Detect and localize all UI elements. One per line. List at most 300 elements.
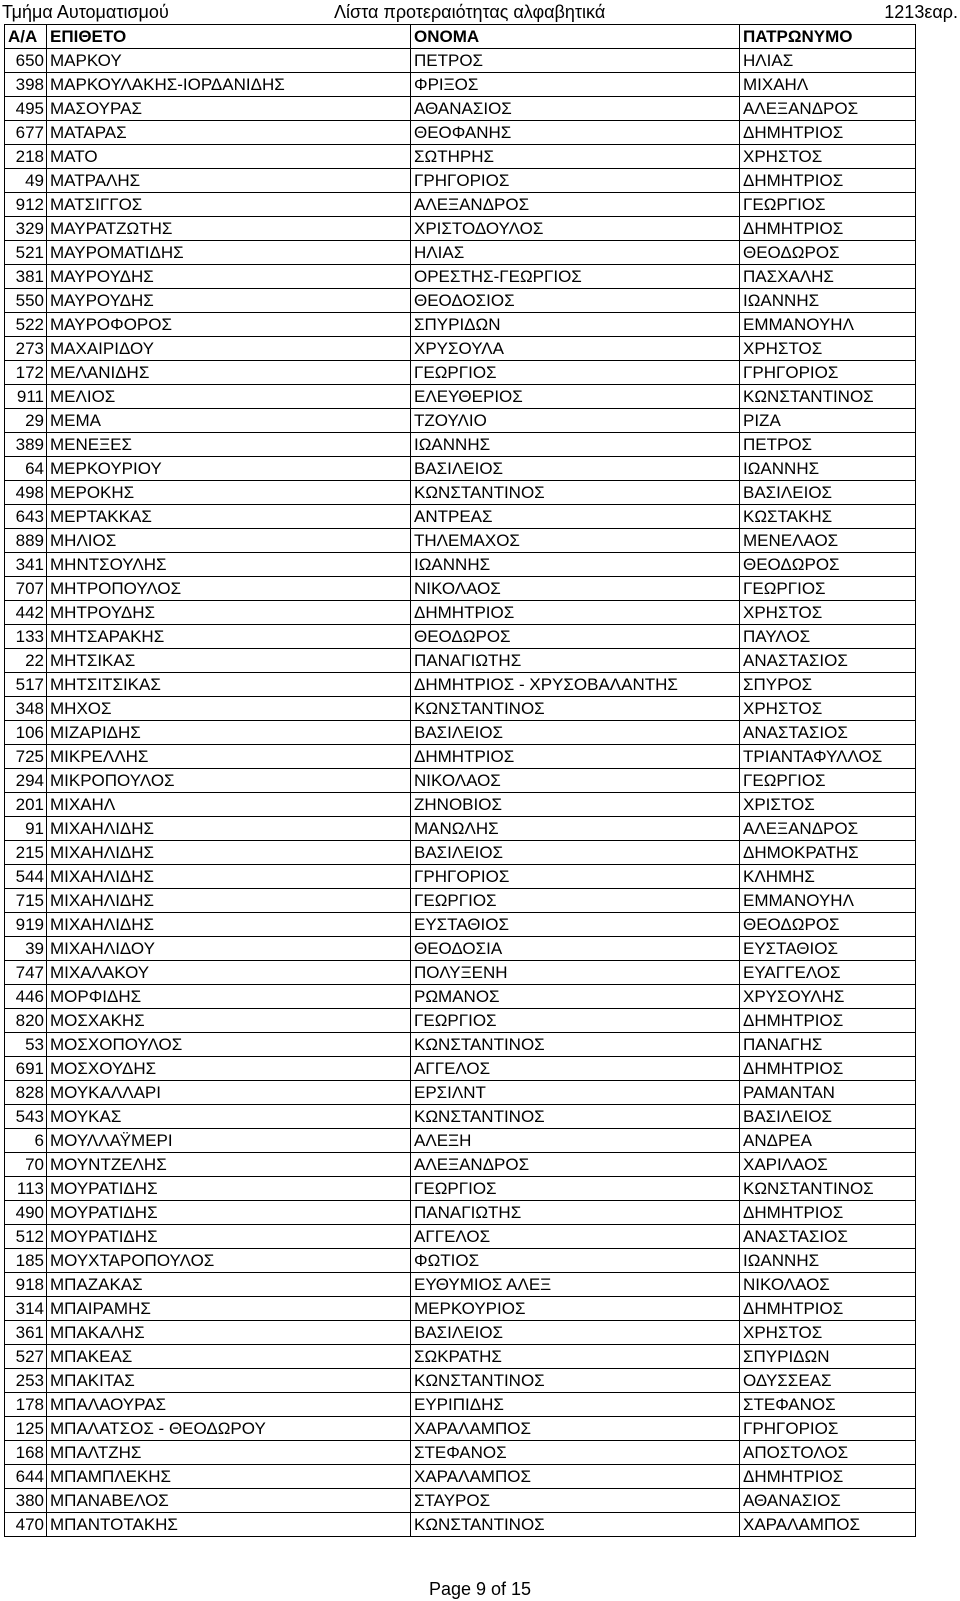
- table-row: [5, 1033, 916, 1057]
- surname-cell: ΜΑΥΡΟΥΔΗΣ: [47, 289, 411, 313]
- surname-cell: ΜΙΧΑΛΑΚΟΥ: [47, 961, 411, 985]
- surname-cell: ΜΟΥΧΤΑΡΟΠΟΥΛΟΣ: [47, 1249, 411, 1273]
- first-name-cell: ΚΩΝΣΤΑΝΤΙΝΟΣ: [411, 1513, 740, 1537]
- table-row: [5, 121, 916, 145]
- row-number: 125: [5, 1417, 47, 1441]
- surname-cell: ΜΙΧΑΗΛ: [47, 793, 411, 817]
- first-name-cell: ΣΩΤΗΡΗΣ: [411, 145, 740, 169]
- father-name-cell: ΧΑΡΑΛΑΜΠΟΣ: [740, 1513, 916, 1537]
- surname-cell: ΜΠΑΝΑΒΕΛΟΣ: [47, 1489, 411, 1513]
- row-number: 725: [5, 745, 47, 769]
- first-name-cell: ΔΗΜΗΤΡΙΟΣ: [411, 601, 740, 625]
- table-row: [5, 649, 916, 673]
- table-row: [5, 49, 916, 73]
- surname-cell: ΜΑΥΡΑΤΖΩΤΗΣ: [47, 217, 411, 241]
- surname-cell: ΜΟΥΝΤΖΕΛΗΣ: [47, 1153, 411, 1177]
- father-name-cell: ΧΡΗΣΤΟΣ: [740, 697, 916, 721]
- surname-cell: ΜΙΧΑΗΛΙΔΗΣ: [47, 913, 411, 937]
- row-number: 113: [5, 1177, 47, 1201]
- father-name-cell: ΕΜΜΑΝΟΥΗΛ: [740, 313, 916, 337]
- table-header-row: [5, 25, 916, 49]
- row-number: 691: [5, 1057, 47, 1081]
- column-header-aa: Α/Α: [5, 25, 47, 49]
- father-name-cell: ΧΡΙΣΤΟΣ: [740, 793, 916, 817]
- father-name-cell: ΑΝΑΣΤΑΣΙΟΣ: [740, 649, 916, 673]
- table-row: [5, 409, 916, 433]
- first-name-cell: ΤΗΛΕΜΑΧΟΣ: [411, 529, 740, 553]
- row-number: 64: [5, 457, 47, 481]
- surname-cell: ΜΕΜΑ: [47, 409, 411, 433]
- surname-cell: ΜΕΡΟΚΗΣ: [47, 481, 411, 505]
- first-name-cell: ΔΗΜΗΤΡΙΟΣ: [411, 745, 740, 769]
- row-number: 53: [5, 1033, 47, 1057]
- father-name-cell: ΔΗΜΗΤΡΙΟΣ: [740, 169, 916, 193]
- father-name-cell: ΓΡΗΓΟΡΙΟΣ: [740, 1417, 916, 1441]
- father-name-cell: ΔΗΜΗΤΡΙΟΣ: [740, 1009, 916, 1033]
- surname-cell: ΜΗΤΣΙΚΑΣ: [47, 649, 411, 673]
- table-row: [5, 985, 916, 1009]
- row-number: 911: [5, 385, 47, 409]
- first-name-cell: ΘΕΟΔΩΡΟΣ: [411, 625, 740, 649]
- father-name-cell: ΡΙΖΑ: [740, 409, 916, 433]
- surname-cell: ΜΗΤΡΟΥΔΗΣ: [47, 601, 411, 625]
- father-name-cell: ΑΝΔΡΕΑ: [740, 1129, 916, 1153]
- father-name-cell: ΑΛΕΞΑΝΔΡΟΣ: [740, 97, 916, 121]
- father-name-cell: ΔΗΜΗΤΡΙΟΣ: [740, 1201, 916, 1225]
- row-number: 543: [5, 1105, 47, 1129]
- first-name-cell: ΚΩΝΣΤΑΝΤΙΝΟΣ: [411, 481, 740, 505]
- father-name-cell: ΑΛΕΞΑΝΔΡΟΣ: [740, 817, 916, 841]
- row-number: 820: [5, 1009, 47, 1033]
- father-name-cell: ΔΗΜΗΤΡΙΟΣ: [740, 121, 916, 145]
- table-row: [5, 1225, 916, 1249]
- list-title: Λίστα προτεραιότητας αλφαβητικά: [334, 2, 606, 22]
- row-number: 828: [5, 1081, 47, 1105]
- table-row: [5, 217, 916, 241]
- row-number: 643: [5, 505, 47, 529]
- first-name-cell: ΚΩΝΣΤΑΝΤΙΝΟΣ: [411, 1033, 740, 1057]
- surname-cell: ΜΕΛΑΝΙΔΗΣ: [47, 361, 411, 385]
- first-name-cell: ΒΑΣΙΛΕΙΟΣ: [411, 841, 740, 865]
- first-name-cell: ΑΘΑΝΑΣΙΟΣ: [411, 97, 740, 121]
- father-name-cell: ΒΑΣΙΛΕΙΟΣ: [740, 481, 916, 505]
- row-number: 133: [5, 625, 47, 649]
- row-number: 329: [5, 217, 47, 241]
- first-name-cell: ΠΟΛΥΞΕΝΗ: [411, 961, 740, 985]
- father-name-cell: ΓΡΗΓΟΡΙΟΣ: [740, 361, 916, 385]
- first-name-cell: ΣΩΚΡΑΤΗΣ: [411, 1345, 740, 1369]
- father-name-cell: ΚΩΝΣΤΑΝΤΙΝΟΣ: [740, 385, 916, 409]
- row-number: 498: [5, 481, 47, 505]
- father-name-cell: ΙΩΑΝΝΗΣ: [740, 1249, 916, 1273]
- surname-cell: ΜΕΡΤΑΚΚΑΣ: [47, 505, 411, 529]
- table-row: [5, 1081, 916, 1105]
- surname-cell: ΜΙΖΑΡΙΔΗΣ: [47, 721, 411, 745]
- table-row: [5, 1441, 916, 1465]
- column-header-surname: ΕΠΙΘΕΤΟ: [47, 25, 411, 49]
- first-name-cell: ΟΡΕΣΤΗΣ-ΓΕΩΡΓΙΟΣ: [411, 265, 740, 289]
- first-name-cell: ΕΡΣΙΛΝΤ: [411, 1081, 740, 1105]
- first-name-cell: ΧΑΡΑΛΑΜΠΟΣ: [411, 1465, 740, 1489]
- table-row: [5, 841, 916, 865]
- first-name-cell: ΜΕΡΚΟΥΡΙΟΣ: [411, 1297, 740, 1321]
- surname-cell: ΜΟΣΧΟΠΟΥΛΟΣ: [47, 1033, 411, 1057]
- father-name-cell: ΒΑΣΙΛΕΙΟΣ: [740, 1105, 916, 1129]
- table-row: [5, 1201, 916, 1225]
- surname-cell: ΜΟΥΡΑΤΙΔΗΣ: [47, 1201, 411, 1225]
- row-number: 273: [5, 337, 47, 361]
- row-number: 178: [5, 1393, 47, 1417]
- table-row: [5, 457, 916, 481]
- row-number: 707: [5, 577, 47, 601]
- father-name-cell: ΓΕΩΡΓΙΟΣ: [740, 193, 916, 217]
- table-row: [5, 97, 916, 121]
- surname-cell: ΜΟΡΦΙΔΗΣ: [47, 985, 411, 1009]
- first-name-cell: ΠΕΤΡΟΣ: [411, 49, 740, 73]
- table-row: [5, 1345, 916, 1369]
- surname-cell: ΜΑΡΚΟΥ: [47, 49, 411, 73]
- father-name-cell: ΚΛΗΜΗΣ: [740, 865, 916, 889]
- father-name-cell: ΧΡΗΣΤΟΣ: [740, 1321, 916, 1345]
- first-name-cell: ΘΕΟΔΟΣΙΟΣ: [411, 289, 740, 313]
- surname-cell: ΜΗΤΡΟΠΟΥΛΟΣ: [47, 577, 411, 601]
- semester-label: 1213εαρ.: [884, 2, 958, 22]
- row-number: 527: [5, 1345, 47, 1369]
- surname-cell: ΜΙΧΑΗΛΙΔΟΥ: [47, 937, 411, 961]
- surname-cell: ΜΙΚΡΟΠΟΥΛΟΣ: [47, 769, 411, 793]
- surname-cell: ΜΙΚΡΕΛΛΗΣ: [47, 745, 411, 769]
- row-number: 677: [5, 121, 47, 145]
- table-row: [5, 1321, 916, 1345]
- first-name-cell: ΕΛΕΥΘΕΡΙΟΣ: [411, 385, 740, 409]
- row-number: 29: [5, 409, 47, 433]
- first-name-cell: ΠΑΝΑΓΙΩΤΗΣ: [411, 1201, 740, 1225]
- father-name-cell: ΔΗΜΗΤΡΙΟΣ: [740, 217, 916, 241]
- row-number: 168: [5, 1441, 47, 1465]
- table-row: [5, 721, 916, 745]
- row-number: 39: [5, 937, 47, 961]
- surname-cell: ΜΠΑΚΕΑΣ: [47, 1345, 411, 1369]
- surname-cell: ΜΕΝΕΞΕΣ: [47, 433, 411, 457]
- surname-cell: ΜΠΑΝΤΟΤΑΚΗΣ: [47, 1513, 411, 1537]
- father-name-cell: ΕΥΑΓΓΕΛΟΣ: [740, 961, 916, 985]
- column-header-name: ΟΝΟΜΑ: [411, 25, 740, 49]
- surname-cell: ΜΙΧΑΗΛΙΔΗΣ: [47, 865, 411, 889]
- first-name-cell: ΒΑΣΙΛΕΙΟΣ: [411, 457, 740, 481]
- table-row: [5, 961, 916, 985]
- table-row: [5, 793, 916, 817]
- surname-cell: ΜΗΤΣΙΤΣΙΚΑΣ: [47, 673, 411, 697]
- surname-cell: ΜΟΥΚΑΛΛΑΡΙ: [47, 1081, 411, 1105]
- row-number: 6: [5, 1129, 47, 1153]
- first-name-cell: ΘΕΟΔΟΣΙΑ: [411, 937, 740, 961]
- father-name-cell: ΕΥΣΤΑΘΙΟΣ: [740, 937, 916, 961]
- surname-cell: ΜΟΥΛΛΑΫΜΕΡΙ: [47, 1129, 411, 1153]
- father-name-cell: ΧΡΗΣΤΟΣ: [740, 601, 916, 625]
- table-row: [5, 889, 916, 913]
- father-name-cell: ΑΘΑΝΑΣΙΟΣ: [740, 1489, 916, 1513]
- first-name-cell: ΝΙΚΟΛΑΟΣ: [411, 769, 740, 793]
- surname-cell: ΜΠΑΖΑΚΑΣ: [47, 1273, 411, 1297]
- first-name-cell: ΑΛΕΞΗ: [411, 1129, 740, 1153]
- first-name-cell: ΣΤΕΦΑΝΟΣ: [411, 1441, 740, 1465]
- first-name-cell: ΓΕΩΡΓΙΟΣ: [411, 1177, 740, 1201]
- row-number: 490: [5, 1201, 47, 1225]
- first-name-cell: ΓΕΩΡΓΙΟΣ: [411, 361, 740, 385]
- surname-cell: ΜΑΧΑΙΡΙΔΟΥ: [47, 337, 411, 361]
- row-number: 380: [5, 1489, 47, 1513]
- surname-cell: ΜΠΑΛΑΤΣΟΣ - ΘΕΟΔΩΡΟΥ: [47, 1417, 411, 1441]
- surname-cell: ΜΗΝΤΣΟΥΛΗΣ: [47, 553, 411, 577]
- row-number: 348: [5, 697, 47, 721]
- table-row: [5, 241, 916, 265]
- first-name-cell: ΧΑΡΑΛΑΜΠΟΣ: [411, 1417, 740, 1441]
- row-number: 495: [5, 97, 47, 121]
- row-number: 919: [5, 913, 47, 937]
- first-name-cell: ΓΡΗΓΟΡΙΟΣ: [411, 865, 740, 889]
- department-label: Τμήμα Αυτοματισμού: [2, 2, 169, 22]
- row-number: 650: [5, 49, 47, 73]
- table-row: [5, 1465, 916, 1489]
- first-name-cell: ΗΛΙΑΣ: [411, 241, 740, 265]
- first-name-cell: ΕΥΘΥΜΙΟΣ ΑΛΕΞ: [411, 1273, 740, 1297]
- father-name-cell: ΘΕΟΔΩΡΟΣ: [740, 913, 916, 937]
- row-number: 22: [5, 649, 47, 673]
- father-name-cell: ΧΡΗΣΤΟΣ: [740, 337, 916, 361]
- table-row: [5, 1105, 916, 1129]
- table-row: [5, 1489, 916, 1513]
- table-row: [5, 937, 916, 961]
- row-number: 550: [5, 289, 47, 313]
- row-number: 747: [5, 961, 47, 985]
- table-row: [5, 1417, 916, 1441]
- father-name-cell: ΓΕΩΡΓΙΟΣ: [740, 769, 916, 793]
- first-name-cell: ΧΡΥΣΟΥΛΑ: [411, 337, 740, 361]
- surname-cell: ΜΗΤΣΑΡΑΚΗΣ: [47, 625, 411, 649]
- surname-cell: ΜΟΥΚΑΣ: [47, 1105, 411, 1129]
- surname-cell: ΜΑΡΚΟΥΛΑΚΗΣ-ΙΟΡΔΑΝΙΔΗΣ: [47, 73, 411, 97]
- father-name-cell: ΚΩΣΤΑΚΗΣ: [740, 505, 916, 529]
- row-number: 341: [5, 553, 47, 577]
- row-number: 517: [5, 673, 47, 697]
- father-name-cell: ΚΩΝΣΤΑΝΤΙΝΟΣ: [740, 1177, 916, 1201]
- row-number: 389: [5, 433, 47, 457]
- father-name-cell: ΧΡΗΣΤΟΣ: [740, 145, 916, 169]
- row-number: 381: [5, 265, 47, 289]
- table-row: [5, 577, 916, 601]
- table-row: [5, 1057, 916, 1081]
- father-name-cell: ΡΑΜΑΝΤΑΝ: [740, 1081, 916, 1105]
- father-name-cell: ΝΙΚΟΛΑΟΣ: [740, 1273, 916, 1297]
- first-name-cell: ΣΤΑΥΡΟΣ: [411, 1489, 740, 1513]
- table-row: [5, 337, 916, 361]
- surname-cell: ΜΑΤΑΡΑΣ: [47, 121, 411, 145]
- father-name-cell: ΜΙΧΑΗΛ: [740, 73, 916, 97]
- surname-cell: ΜΠΑΛΑΟΥΡΑΣ: [47, 1393, 411, 1417]
- row-number: 218: [5, 145, 47, 169]
- father-name-cell: ΠΑΣΧΑΛΗΣ: [740, 265, 916, 289]
- table-row: [5, 601, 916, 625]
- father-name-cell: ΔΗΜΗΤΡΙΟΣ: [740, 1465, 916, 1489]
- first-name-cell: ΤΖΟΥΛΙΟ: [411, 409, 740, 433]
- first-name-cell: ΕΥΡΙΠΙΔΗΣ: [411, 1393, 740, 1417]
- father-name-cell: ΧΑΡΙΛΑΟΣ: [740, 1153, 916, 1177]
- father-name-cell: ΙΩΑΝΝΗΣ: [740, 289, 916, 313]
- father-name-cell: ΗΛΙΑΣ: [740, 49, 916, 73]
- table-row: [5, 1369, 916, 1393]
- table-row: [5, 553, 916, 577]
- surname-cell: ΜΠΑΛΤΖΗΣ: [47, 1441, 411, 1465]
- table-row: [5, 913, 916, 937]
- father-name-cell: ΠΑΝΑΓΗΣ: [740, 1033, 916, 1057]
- first-name-cell: ΣΠΥΡΙΔΩΝ: [411, 313, 740, 337]
- table-row: [5, 625, 916, 649]
- first-name-cell: ΒΑΣΙΛΕΙΟΣ: [411, 721, 740, 745]
- surname-cell: ΜΑΤΣΙΓΓΟΣ: [47, 193, 411, 217]
- first-name-cell: ΧΡΙΣΤΟΔΟΥΛΟΣ: [411, 217, 740, 241]
- surname-cell: ΜΟΥΡΑΤΙΔΗΣ: [47, 1177, 411, 1201]
- father-name-cell: ΔΗΜΗΤΡΙΟΣ: [740, 1297, 916, 1321]
- table-row: [5, 1009, 916, 1033]
- row-number: 644: [5, 1465, 47, 1489]
- first-name-cell: ΑΝΤΡΕΑΣ: [411, 505, 740, 529]
- row-number: 918: [5, 1273, 47, 1297]
- table-row: [5, 313, 916, 337]
- row-number: 522: [5, 313, 47, 337]
- surname-cell: ΜΑΥΡΟΜΑΤΙΔΗΣ: [47, 241, 411, 265]
- table-row: [5, 145, 916, 169]
- first-name-cell: ΑΛΕΞΑΝΔΡΟΣ: [411, 193, 740, 217]
- surname-cell: ΜΠΑΚΑΛΗΣ: [47, 1321, 411, 1345]
- row-number: 91: [5, 817, 47, 841]
- row-number: 185: [5, 1249, 47, 1273]
- father-name-cell: ΣΤΕΦΑΝΟΣ: [740, 1393, 916, 1417]
- first-name-cell: ΚΩΝΣΤΑΝΤΙΝΟΣ: [411, 697, 740, 721]
- table-row: [5, 1177, 916, 1201]
- row-number: 314: [5, 1297, 47, 1321]
- surname-cell: ΜΠΑΜΠΛΕΚΗΣ: [47, 1465, 411, 1489]
- father-name-cell: ΣΠΥΡΙΔΩΝ: [740, 1345, 916, 1369]
- first-name-cell: ΠΑΝΑΓΙΩΤΗΣ: [411, 649, 740, 673]
- surname-cell: ΜΑΤΡΑΛΗΣ: [47, 169, 411, 193]
- row-number: 253: [5, 1369, 47, 1393]
- first-name-cell: ΦΩΤΙΟΣ: [411, 1249, 740, 1273]
- table-row: [5, 481, 916, 505]
- table-row: [5, 673, 916, 697]
- surname-cell: ΜΟΣΧΑΚΗΣ: [47, 1009, 411, 1033]
- surname-cell: ΜΠΑΙΡΑΜΗΣ: [47, 1297, 411, 1321]
- row-number: 201: [5, 793, 47, 817]
- row-number: 544: [5, 865, 47, 889]
- father-name-cell: ΔΗΜΗΤΡΙΟΣ: [740, 1057, 916, 1081]
- table-row: [5, 529, 916, 553]
- father-name-cell: ΜΕΝΕΛΑΟΣ: [740, 529, 916, 553]
- first-name-cell: ΘΕΟΦΑΝΗΣ: [411, 121, 740, 145]
- row-number: 172: [5, 361, 47, 385]
- father-name-cell: ΘΕΟΔΩΡΟΣ: [740, 241, 916, 265]
- surname-cell: ΜΑΥΡΟΦΟΡΟΣ: [47, 313, 411, 337]
- table-row: [5, 193, 916, 217]
- row-number: 715: [5, 889, 47, 913]
- row-number: 106: [5, 721, 47, 745]
- first-name-cell: ΕΥΣΤΑΘΙΟΣ: [411, 913, 740, 937]
- father-name-cell: ΑΝΑΣΤΑΣΙΟΣ: [740, 721, 916, 745]
- first-name-cell: ΝΙΚΟΛΑΟΣ: [411, 577, 740, 601]
- first-name-cell: ΡΩΜΑΝΟΣ: [411, 985, 740, 1009]
- table-row: [5, 769, 916, 793]
- table-row: [5, 385, 916, 409]
- row-number: 912: [5, 193, 47, 217]
- surname-cell: ΜΠΑΚΙΤΑΣ: [47, 1369, 411, 1393]
- table-row: [5, 1273, 916, 1297]
- row-number: 361: [5, 1321, 47, 1345]
- page-header: [0, 0, 960, 24]
- table-row: [5, 817, 916, 841]
- table-row: [5, 433, 916, 457]
- column-header-father-name: ΠΑΤΡΩΝΥΜΟ: [740, 25, 916, 49]
- surname-cell: ΜΙΧΑΗΛΙΔΗΣ: [47, 841, 411, 865]
- surname-cell: ΜΗΧΟΣ: [47, 697, 411, 721]
- surname-cell: ΜΙΧΑΗΛΙΔΗΣ: [47, 817, 411, 841]
- father-name-cell: ΠΑΥΛΟΣ: [740, 625, 916, 649]
- first-name-cell: ΚΩΝΣΤΑΝΤΙΝΟΣ: [411, 1105, 740, 1129]
- row-number: 215: [5, 841, 47, 865]
- row-number: 442: [5, 601, 47, 625]
- surname-cell: ΜΑΥΡΟΥΔΗΣ: [47, 265, 411, 289]
- first-name-cell: ΙΩΑΝΝΗΣ: [411, 553, 740, 577]
- row-number: 294: [5, 769, 47, 793]
- table-row: [5, 1513, 916, 1537]
- table-body: [5, 49, 916, 1537]
- father-name-cell: ΠΕΤΡΟΣ: [740, 433, 916, 457]
- table-row: [5, 1249, 916, 1273]
- table-row: [5, 745, 916, 769]
- first-name-cell: ΑΓΓΕΛΟΣ: [411, 1057, 740, 1081]
- row-number: 470: [5, 1513, 47, 1537]
- table-row: [5, 505, 916, 529]
- table-row: [5, 169, 916, 193]
- surname-cell: ΜΕΛΙΟΣ: [47, 385, 411, 409]
- father-name-cell: ΕΜΜΑΝΟΥΗΛ: [740, 889, 916, 913]
- row-number: 521: [5, 241, 47, 265]
- surname-cell: ΜΑΣΟΥΡΑΣ: [47, 97, 411, 121]
- row-number: 70: [5, 1153, 47, 1177]
- table-row: [5, 289, 916, 313]
- table-row: [5, 265, 916, 289]
- row-number: 512: [5, 1225, 47, 1249]
- table-row: [5, 73, 916, 97]
- surname-cell: ΜΟΥΡΑΤΙΔΗΣ: [47, 1225, 411, 1249]
- father-name-cell: ΓΕΩΡΓΙΟΣ: [740, 577, 916, 601]
- table-row: [5, 865, 916, 889]
- father-name-cell: ΔΗΜΟΚΡΑΤΗΣ: [740, 841, 916, 865]
- row-number: 398: [5, 73, 47, 97]
- surname-cell: ΜΑΤΟ: [47, 145, 411, 169]
- row-number: 889: [5, 529, 47, 553]
- table-row: [5, 1129, 916, 1153]
- row-number: 49: [5, 169, 47, 193]
- father-name-cell: ΣΠΥΡΟΣ: [740, 673, 916, 697]
- first-name-cell: ΦΡΙΞΟΣ: [411, 73, 740, 97]
- father-name-cell: ΙΩΑΝΝΗΣ: [740, 457, 916, 481]
- first-name-cell: ΔΗΜΗΤΡΙΟΣ - ΧΡΥΣΟΒΑΛΑΝΤΗΣ: [411, 673, 740, 697]
- priority-list-table: [4, 24, 916, 1537]
- father-name-cell: ΤΡΙΑΝΤΑΦΥΛΛΟΣ: [740, 745, 916, 769]
- page-number: Page 9 of 15: [428, 1579, 532, 1599]
- first-name-cell: ΜΑΝΩΛΗΣ: [411, 817, 740, 841]
- first-name-cell: ΖΗΝΟΒΙΟΣ: [411, 793, 740, 817]
- father-name-cell: ΑΝΑΣΤΑΣΙΟΣ: [740, 1225, 916, 1249]
